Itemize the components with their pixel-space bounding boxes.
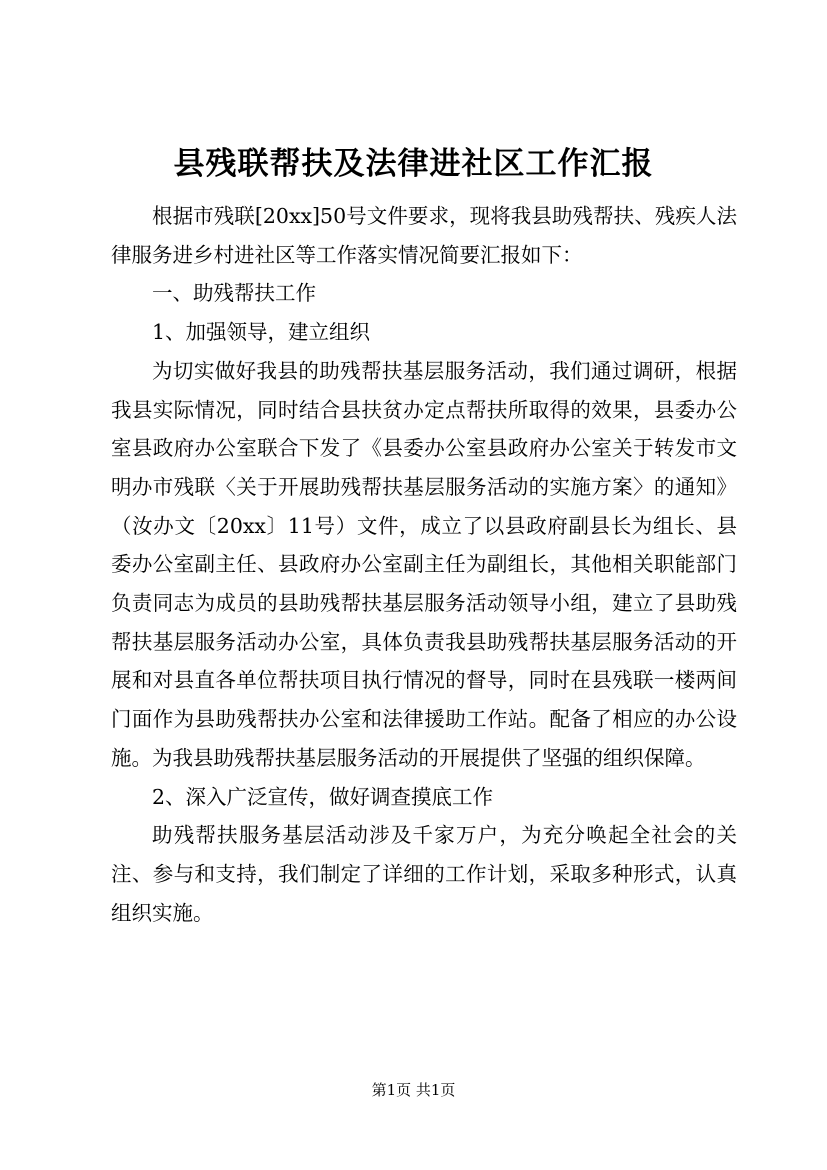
document-body	[111, 197, 737, 932]
paragraph-publicity: 助残帮扶服务基层活动涉及千家万户，为充分唤起全社会的关注、参与和支持，我们制定了详细的工作计划，采取多种形式，认真组织实施。	[111, 823, 737, 925]
subsection-heading-2: 2、深入广泛宣传，做好调查摸底工作	[152, 784, 494, 809]
subsection-heading-1: 1、加强领导，建立组织	[152, 320, 371, 345]
paragraph-organization: 为切实做好我县的助残帮扶基层服务活动，我们通过调研，根据我县实际情况，同时结合县扶贫办定点帮扶所取得的效果，县委办公室县政府办公室联合下发了《县委办公室县政府办公室关于转发市文明办市残联〈关于开展助残帮扶基层服务活动的实施方案〉的通知》（汝办文〔20xx〕11号）文件，成立了以县政府副县长为组长、县委办公室副主任、县政府办公室副主任为副组长，其他相关职能部门负责同志为成员的县助残帮扶基层服务活动领导小组，建立了县助残帮扶基层服务活动办公室，具体负责我县助残帮扶基层服务活动的开展和对县直各单位帮扶项目执行情况的督导，同时在县残联一楼两间门面作为县助残帮扶办公室和法律援助工作站。配备了相应的办公设施。为我县助残帮扶基层服务活动的开展提供了坚强的组织保障。	[111, 358, 737, 770]
page-footer: 第1页 共1页	[371, 1081, 456, 1099]
section-heading-1: 一、助残帮扶工作	[152, 281, 316, 306]
document-title: 县残联帮扶及法律进社区工作汇报	[173, 146, 654, 182]
paragraph-intro: 根据市残联[20xx]50号文件要求，现将我县助残帮扶、残疾人法律服务进乡村进社区等工作落实情况简要汇报如下：	[111, 204, 737, 267]
